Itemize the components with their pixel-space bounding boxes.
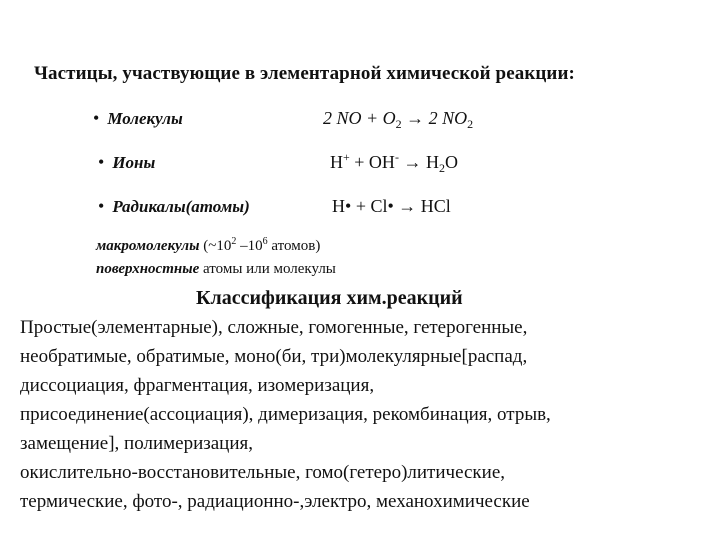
classification-line: окислительно-восстановительные, гомо(гетеро)литические,	[20, 462, 506, 483]
equation-part: H	[421, 152, 439, 172]
classification-line: присоединение(ассоциация), димеризация, рекомбинация, отрыв,	[20, 404, 551, 425]
equation-superscript: -	[394, 150, 399, 164]
equation-part: + OH	[349, 152, 395, 172]
equation-part: 2 NO	[424, 108, 468, 128]
equation-part: H	[330, 152, 343, 172]
classification-line: термические, фото-, радиационно-,электро, механохимические	[20, 491, 530, 512]
note-text: атомов)	[267, 238, 321, 254]
classification-line: Простые(элементарные), сложные, гомогенные, гетерогенные,	[20, 317, 528, 338]
bullet-icon: •	[98, 152, 105, 172]
classification-line: необратимые, обратимые, моно(би, три)молекулярные[распад,	[20, 346, 528, 367]
equation-subscript: 2	[467, 117, 474, 131]
equation-part: + Cl	[351, 196, 388, 216]
note-exponent: 2	[231, 236, 237, 247]
equation-part: HCl	[416, 196, 451, 216]
note-term: макромолекулы	[96, 238, 200, 254]
equation-ions	[330, 152, 458, 173]
classification-line: диссоциация, фрагментация, изомеризация,	[20, 375, 375, 396]
equation-subscript: 2	[438, 161, 445, 175]
equation-molecules	[323, 108, 473, 129]
note-macromolecules	[96, 238, 320, 255]
particle-label: Молекулы	[107, 109, 183, 128]
particle-label: Ионы	[112, 153, 156, 172]
equation-superscript: +	[343, 150, 350, 164]
radical-dot-icon: •	[345, 196, 352, 216]
arrow-icon: →	[398, 196, 417, 216]
bullet-icon: •	[98, 196, 105, 216]
note-surface	[96, 261, 336, 278]
note-text: (~10	[199, 238, 232, 254]
arrow-icon: →	[406, 108, 425, 128]
equation-radicals	[332, 196, 451, 217]
classification-title: Классификация хим.реакций	[196, 287, 463, 309]
equation-part: H	[332, 196, 345, 216]
bullet-icon: •	[93, 108, 100, 128]
equation-subscript: 2	[395, 117, 402, 131]
note-text: –10	[236, 238, 263, 254]
note-text: атомы или молекулы	[199, 261, 336, 277]
equation-part: O	[444, 152, 458, 172]
arrow-icon: →	[403, 152, 422, 172]
page-title: Частицы, участвующие в элементарной химической реакции:	[34, 63, 575, 84]
particle-label: Радикалы(атомы)	[112, 197, 250, 216]
particle-label-molecules	[93, 108, 183, 129]
note-term: поверхностные	[96, 261, 200, 277]
particle-label-radicals	[98, 196, 250, 217]
equation-part: 2 NO + O	[323, 108, 396, 128]
radical-dot-icon: •	[387, 196, 394, 216]
classification-body	[20, 313, 710, 516]
classification-line: замещение], полимеризация,	[20, 433, 254, 454]
note-exponent: 6	[262, 236, 268, 247]
particle-label-ions	[98, 152, 155, 173]
